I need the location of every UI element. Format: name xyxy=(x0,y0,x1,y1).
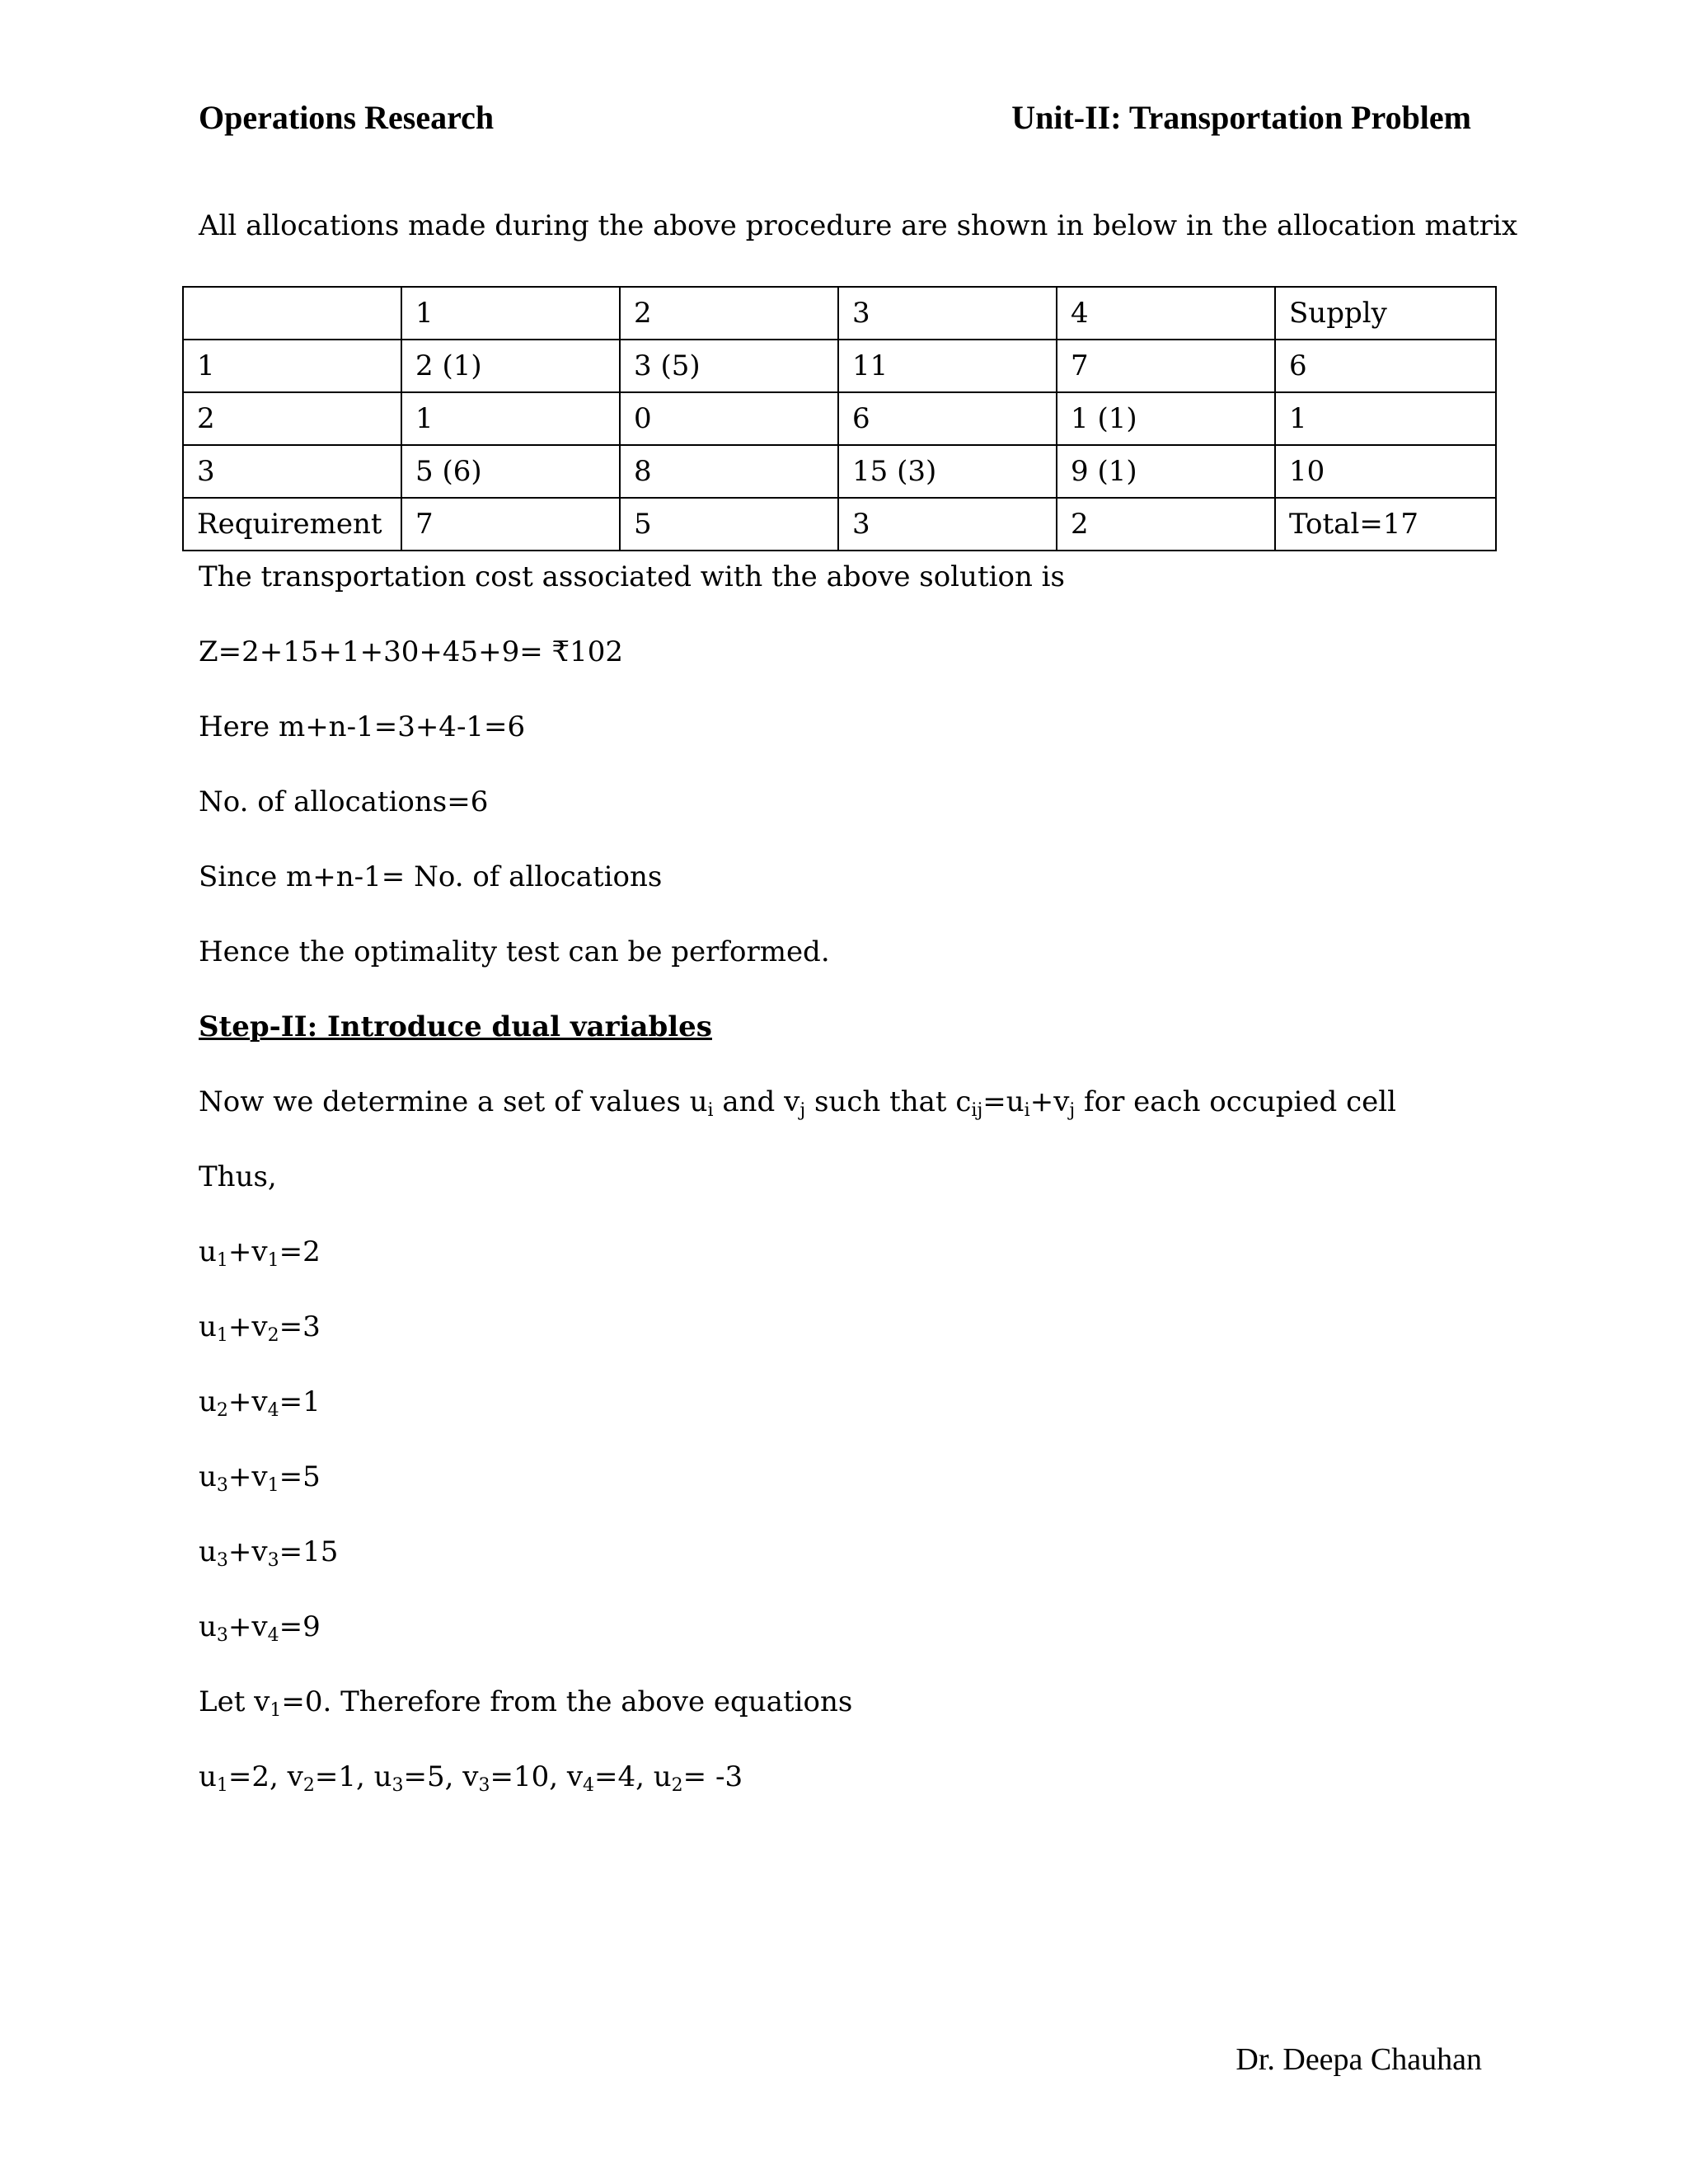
table-cell: 10 xyxy=(1275,445,1496,498)
subscript: 3 xyxy=(478,1775,490,1796)
table-cell: 6 xyxy=(1275,340,1496,392)
text-run: u xyxy=(199,1385,217,1418)
table-cell: 2 xyxy=(1057,498,1275,551)
subscript: 2 xyxy=(671,1775,683,1796)
table-row xyxy=(183,340,1496,392)
text-run: =1 xyxy=(279,1385,321,1418)
table-cell: Total=17 xyxy=(1275,498,1496,551)
text-run: +v xyxy=(227,1235,268,1268)
text-run: Let v xyxy=(199,1685,270,1718)
subscript: 3 xyxy=(267,1550,279,1571)
table-cell: 3 xyxy=(838,498,1057,551)
text-run: = -3 xyxy=(682,1760,743,1793)
table-header-cell: 4 xyxy=(1057,287,1275,340)
z-equation: Z=2+15+1+30+45+9= ₹102 xyxy=(199,635,624,668)
table-header-cell: 2 xyxy=(620,287,838,340)
subscript: 3 xyxy=(392,1775,404,1796)
subscript: 2 xyxy=(216,1400,228,1421)
text-run: u xyxy=(199,1535,217,1568)
table-cell: 2 xyxy=(183,392,401,445)
text-run: +v xyxy=(227,1460,268,1493)
table-row xyxy=(183,498,1496,551)
text-run: =2, v xyxy=(227,1760,303,1793)
text-run: =2 xyxy=(279,1235,321,1268)
thus-text: Thus, xyxy=(199,1160,277,1193)
subscript: 2 xyxy=(267,1325,279,1346)
equation-line xyxy=(199,1609,321,1645)
header-course-title: Operations Research xyxy=(199,99,495,136)
since-text: Since m+n-1= No. of allocations xyxy=(199,860,663,893)
subscript: 4 xyxy=(267,1625,279,1646)
allocation-count-text: No. of allocations=6 xyxy=(199,785,489,818)
text-run: u xyxy=(199,1235,217,1268)
determine-text xyxy=(199,1084,1396,1120)
text-run: and v xyxy=(713,1085,800,1118)
text-run: u xyxy=(199,1760,217,1793)
table-cell: Requirement xyxy=(183,498,401,551)
text-run: =3 xyxy=(279,1310,321,1343)
table-header-cell: 1 xyxy=(401,287,620,340)
table-cell: 9 (1) xyxy=(1057,445,1275,498)
text-run: such that c xyxy=(805,1085,972,1118)
text-run: =4, u xyxy=(594,1760,672,1793)
subscript: 1 xyxy=(270,1700,282,1721)
equation-line xyxy=(199,1534,338,1570)
step-heading: Step-II: Introduce dual variables xyxy=(199,1010,712,1043)
table-cell: 1 (1) xyxy=(1057,392,1275,445)
text-run: =1, u xyxy=(314,1760,392,1793)
equation-line xyxy=(199,1384,321,1420)
text-run: Now we determine a set of values u xyxy=(199,1085,708,1118)
table-cell: 6 xyxy=(838,392,1057,445)
table-cell: 1 xyxy=(401,392,620,445)
subscript: j xyxy=(1069,1100,1076,1121)
author-footer: Dr. Deepa Chauhan xyxy=(1236,2042,1482,2077)
table-header-cell: 3 xyxy=(838,287,1057,340)
text-run: +v xyxy=(227,1385,268,1418)
table-cell: 2 (1) xyxy=(401,340,620,392)
table-row xyxy=(183,445,1496,498)
table-cell: 1 xyxy=(1275,392,1496,445)
equation-line xyxy=(199,1459,321,1495)
text-run: =u xyxy=(982,1085,1025,1118)
table-cell: 0 xyxy=(620,392,838,445)
table-cell: 8 xyxy=(620,445,838,498)
subscript: 1 xyxy=(216,1250,228,1271)
equation-line xyxy=(199,1309,321,1345)
text-run: =9 xyxy=(279,1610,321,1643)
subscript: 1 xyxy=(267,1250,279,1271)
let-text xyxy=(199,1684,852,1720)
text-run: u xyxy=(199,1310,217,1343)
text-run: +v xyxy=(227,1610,268,1643)
subscript: i xyxy=(707,1100,714,1121)
allocation-matrix xyxy=(182,286,1497,551)
table-header-cell: Supply xyxy=(1275,287,1496,340)
table-cell: 1 xyxy=(183,340,401,392)
subscript: 1 xyxy=(216,1775,228,1796)
subscript: 3 xyxy=(216,1475,228,1496)
text-run: =15 xyxy=(279,1535,339,1568)
text-run: +v xyxy=(227,1535,268,1568)
table-cell xyxy=(183,287,401,340)
table-cell: 11 xyxy=(838,340,1057,392)
text-run: =10, v xyxy=(490,1760,584,1793)
table-header-row xyxy=(183,287,1496,340)
table-cell: 15 (3) xyxy=(838,445,1057,498)
table-cell: 5 (6) xyxy=(401,445,620,498)
subscript: 3 xyxy=(216,1550,228,1571)
table-cell: 3 xyxy=(183,445,401,498)
text-run: =5 xyxy=(279,1460,321,1493)
intro-text: All allocations made during the above procedure are shown in below in the allocation matrix xyxy=(199,209,1518,242)
mn-equation: Here m+n-1=3+4-1=6 xyxy=(199,710,526,743)
subscript: 3 xyxy=(216,1625,228,1646)
subscript: 1 xyxy=(216,1325,228,1346)
table-cell: 7 xyxy=(1057,340,1275,392)
cost-intro-text: The transportation cost associated with the above solution is xyxy=(199,560,1065,593)
subscript: 1 xyxy=(267,1475,279,1496)
table-cell: 5 xyxy=(620,498,838,551)
text-run: +v xyxy=(1029,1085,1070,1118)
text-run: for each occupied cell xyxy=(1075,1085,1397,1118)
equation-line xyxy=(199,1234,321,1270)
table-cell: 7 xyxy=(401,498,620,551)
text-run: =5, v xyxy=(403,1760,479,1793)
result-line xyxy=(199,1759,743,1795)
text-run: u xyxy=(199,1610,217,1643)
subscript: i xyxy=(1024,1100,1030,1121)
hence-text: Hence the optimality test can be performed. xyxy=(199,935,830,968)
subscript: 2 xyxy=(302,1775,315,1796)
table-row xyxy=(183,392,1496,445)
table-cell: 3 (5) xyxy=(620,340,838,392)
subscript: j xyxy=(799,1100,806,1121)
subscript: 4 xyxy=(583,1775,595,1796)
subscript: 4 xyxy=(267,1400,279,1421)
text-run: +v xyxy=(227,1310,268,1343)
text-run: u xyxy=(199,1460,217,1493)
text-run: =0. Therefore from the above equations xyxy=(281,1685,853,1718)
header-unit-title: Unit-II: Transportation Problem xyxy=(1011,99,1471,136)
subscript: ij xyxy=(971,1100,983,1121)
